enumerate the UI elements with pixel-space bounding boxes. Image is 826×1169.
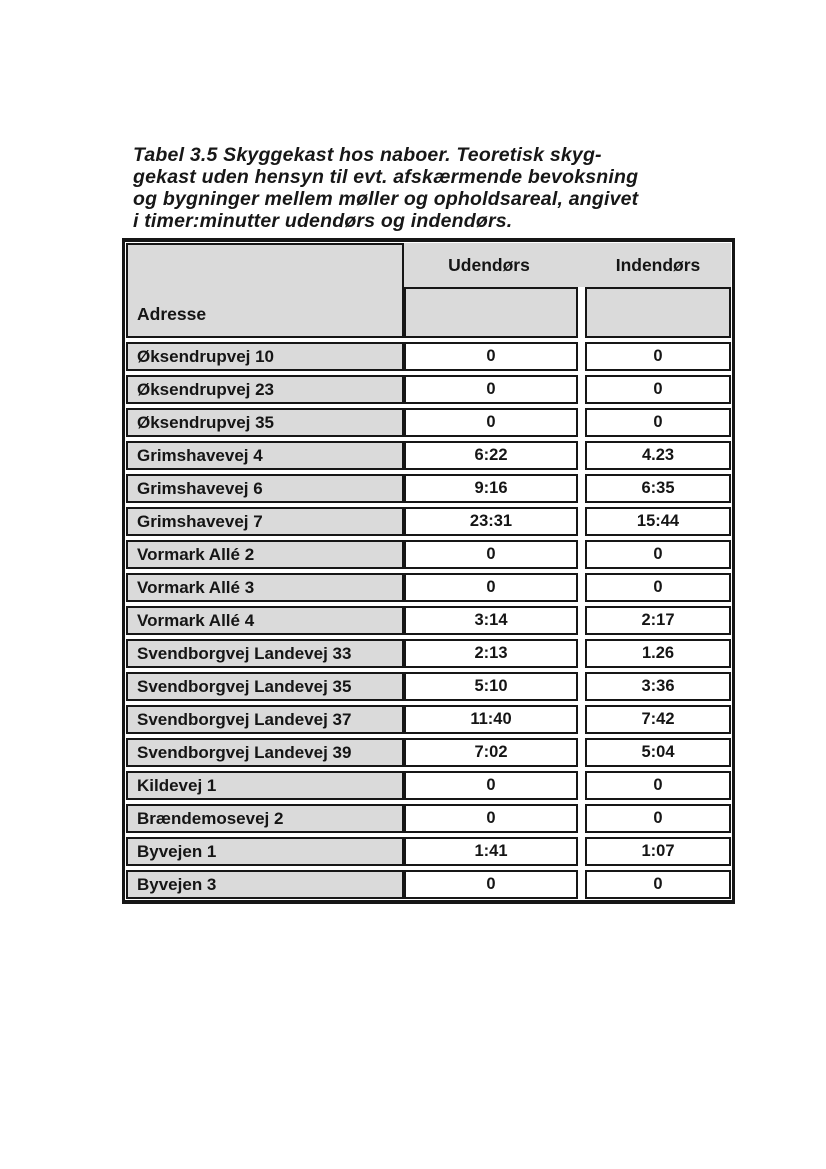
- indendors-cell: 6:35: [585, 474, 731, 503]
- address-cell: Byvejen 1: [126, 837, 404, 866]
- shadow-flicker-table: [122, 238, 735, 904]
- table-row: [126, 804, 731, 833]
- indendors-cell: 0: [585, 540, 731, 569]
- caption-line: Tabel 3.5 Skyggekast hos naboer. Teoretisk skyg-: [133, 144, 602, 166]
- column-header-indendors: Indendørs: [615, 254, 701, 275]
- address-cell: Vormark Allé 2: [126, 540, 404, 569]
- document-caption: [133, 144, 733, 232]
- address-cell: Grimshavevej 6: [126, 474, 404, 503]
- indendors-cell: 0: [585, 375, 731, 404]
- indendors-cell: 15:44: [585, 507, 731, 536]
- udendors-cell: 0: [404, 540, 578, 569]
- table-row: [126, 606, 731, 635]
- indendors-cell: 5:04: [585, 738, 731, 767]
- address-cell: Svendborgvej Landevej 33: [126, 639, 404, 668]
- table-row: [126, 672, 731, 701]
- indendors-cell: 0: [585, 771, 731, 800]
- udendors-cell: 7:02: [404, 738, 578, 767]
- address-cell: Svendborgvej Landevej 39: [126, 738, 404, 767]
- address-cell: Øksendrupvej 35: [126, 408, 404, 437]
- table-row: [126, 738, 731, 767]
- table-header: [126, 243, 731, 338]
- table-row: [126, 573, 731, 602]
- udendors-cell: 23:31: [404, 507, 578, 536]
- indendors-cell: 1:07: [585, 837, 731, 866]
- table-row: [126, 705, 731, 734]
- address-cell: Byvejen 3: [126, 870, 404, 899]
- address-cell: Kildevej 1: [126, 771, 404, 800]
- address-cell: Brændemosevej 2: [126, 804, 404, 833]
- table-row: [126, 639, 731, 668]
- address-cell: Svendborgvej Landevej 37: [126, 705, 404, 734]
- address-cell: Øksendrupvej 10: [126, 342, 404, 371]
- subheader-box-udendors: [404, 287, 578, 338]
- udendors-cell: 11:40: [404, 705, 578, 734]
- address-cell: Grimshavevej 4: [126, 441, 404, 470]
- indendors-cell: 1.26: [585, 639, 731, 668]
- table-row: [126, 441, 731, 470]
- table-row: [126, 342, 731, 371]
- table-body: [126, 342, 731, 899]
- caption-line: gekast uden hensyn til evt. afskærmende bevoksning: [133, 166, 639, 188]
- table-row: [126, 771, 731, 800]
- table-row: [126, 540, 731, 569]
- table-row: [126, 507, 731, 536]
- table-row: [126, 837, 731, 866]
- udendors-cell: 0: [404, 771, 578, 800]
- udendors-cell: 2:13: [404, 639, 578, 668]
- address-cell: Grimshavevej 7: [126, 507, 404, 536]
- udendors-cell: 0: [404, 342, 578, 371]
- udendors-cell: 6:22: [404, 441, 578, 470]
- indendors-cell: 0: [585, 342, 731, 371]
- indendors-cell: 0: [585, 804, 731, 833]
- caption-line: og bygninger mellem møller og opholdsareal, angivet: [133, 188, 639, 210]
- address-header-label: Adresse: [137, 304, 207, 324]
- address-cell: Svendborgvej Landevej 35: [126, 672, 404, 701]
- udendors-cell: 1:41: [404, 837, 578, 866]
- udendors-cell: 0: [404, 870, 578, 899]
- column-headers: [404, 243, 731, 287]
- address-cell: Vormark Allé 4: [126, 606, 404, 635]
- subheader-box-indendors: [585, 287, 731, 338]
- udendors-cell: 5:10: [404, 672, 578, 701]
- address-header-cell: [126, 243, 404, 338]
- udendors-cell: 0: [404, 573, 578, 602]
- indendors-cell: 3:36: [585, 672, 731, 701]
- udendors-cell: 9:16: [404, 474, 578, 503]
- caption-line: i timer:minutter udendørs og indendørs.: [133, 210, 513, 232]
- table-row: [126, 375, 731, 404]
- indendors-cell: 7:42: [585, 705, 731, 734]
- table-row: [126, 870, 731, 899]
- table-row: [126, 408, 731, 437]
- column-header-udendors: Udendørs: [448, 254, 530, 275]
- indendors-cell: 0: [585, 870, 731, 899]
- address-cell: Øksendrupvej 23: [126, 375, 404, 404]
- indendors-cell: 0: [585, 408, 731, 437]
- address-cell: Vormark Allé 3: [126, 573, 404, 602]
- indendors-cell: 0: [585, 573, 731, 602]
- udendors-cell: 0: [404, 375, 578, 404]
- table-row: [126, 474, 731, 503]
- udendors-cell: 0: [404, 804, 578, 833]
- indendors-cell: 4.23: [585, 441, 731, 470]
- udendors-cell: 3:14: [404, 606, 578, 635]
- udendors-cell: 0: [404, 408, 578, 437]
- indendors-cell: 2:17: [585, 606, 731, 635]
